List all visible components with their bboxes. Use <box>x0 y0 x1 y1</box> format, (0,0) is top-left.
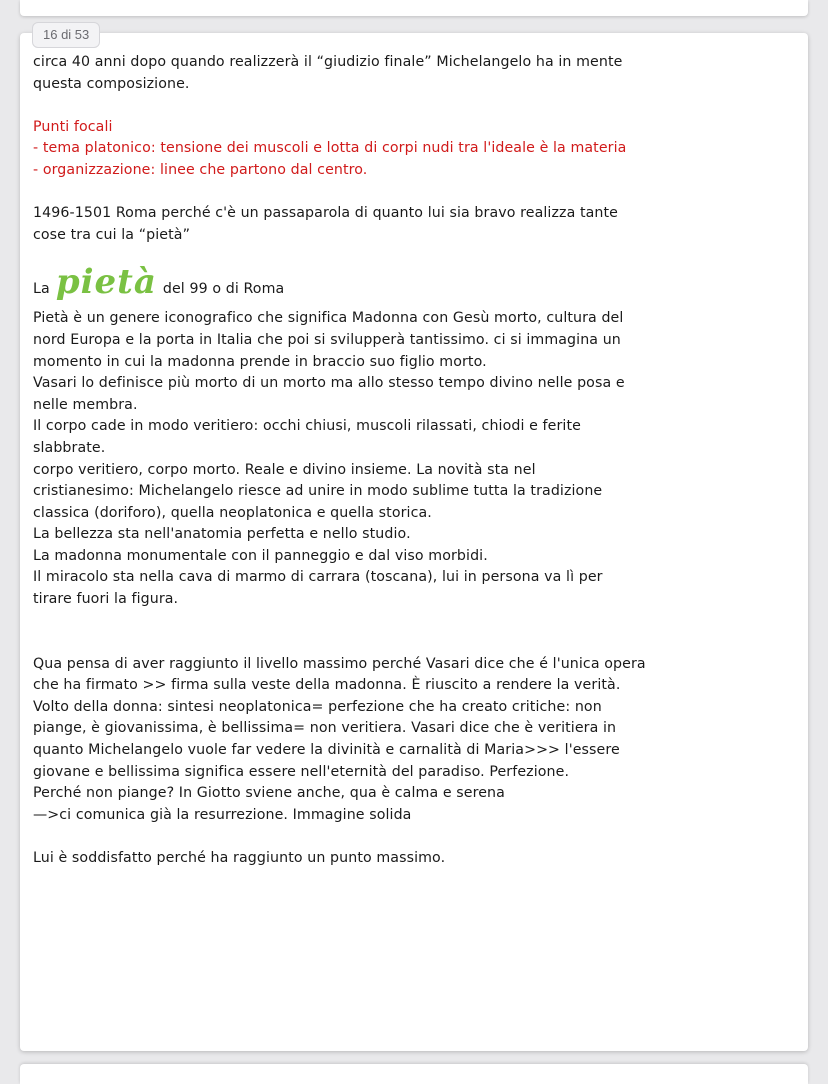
text-line: nord Europa e la porta in Italia che poi si svilupperà tantissimo. ci si immagina un <box>33 331 621 348</box>
spacer <box>33 826 783 848</box>
text-line: momento in cui la madonna prende in braccio suo figlio morto. <box>33 353 487 370</box>
text-line: slabbrate. <box>33 439 106 456</box>
text-line: cristianesimo: Michelangelo riesce ad unire in modo sublime tutta la tradizione <box>33 483 603 500</box>
signature-paragraph <box>33 654 783 827</box>
intro-line-2: questa composizione. <box>33 75 190 92</box>
rome-line-1: 1496-1501 Roma perché c'è un passaparola di quanto lui sia bravo realizza tante <box>33 205 619 222</box>
text-line: Qua pensa di aver raggiunto il livello massimo perché Vasari dice che é l'unica opera <box>33 655 646 672</box>
spacer <box>33 95 783 117</box>
page-content <box>33 52 783 870</box>
pieta-paragraph <box>33 308 783 610</box>
section-title <box>33 252 783 304</box>
text-line: Perché non piange? In Giotto sviene anche, qua è calma e serena <box>33 785 505 802</box>
text-line: La madonna monumentale con il panneggio e dal viso morbidi. <box>33 547 488 564</box>
rome-line-2: cose tra cui la “pietà” <box>33 226 191 243</box>
text-line: Il corpo cade in modo veritiero: occhi chiusi, muscoli rilassati, chiodi e ferite <box>33 418 581 435</box>
section-title-script-word: pietà <box>55 262 157 303</box>
text-line: —>ci comunica già la resurrezione. Immagine solida <box>33 806 412 823</box>
text-line: La bellezza sta nell'anatomia perfetta e nello studio. <box>33 526 411 543</box>
section-title-suffix: del 99 o di Roma <box>162 280 285 297</box>
spacer <box>33 182 783 204</box>
text-line: tirare fuori la figura. <box>33 591 179 608</box>
spacer <box>33 611 783 654</box>
text-line: corpo veritiero, corpo morto. Reale e divino insieme. La novità sta nel <box>33 461 536 478</box>
intro-line-1: circa 40 anni dopo quando realizzerà il “giudizio finale” Michelangelo ha in mente <box>33 54 623 70</box>
text-line: Il miracolo sta nella cava di marmo di carrara (toscana), lui in persona va lì per <box>33 569 603 586</box>
next-page-edge <box>20 1064 808 1084</box>
text-line: Volto della donna: sintesi neoplatonica= perfezione che ha creato critiche: non <box>33 698 602 715</box>
section-title-prefix: La <box>33 280 50 297</box>
text-line: piange, è giovanissima, è bellissima= non veritiera. Vasari dice che è veritiera in <box>33 720 617 737</box>
text-line: Vasari lo definisce più morto di un morto ma allo stesso tempo divino nelle posa e <box>33 375 625 392</box>
text-line: che ha firmato >> firma sulla veste della madonna. È riuscito a rendere la verità. <box>33 677 621 694</box>
text-line: giovane e bellissima significa essere nell'eternità del paradiso. Perfezione. <box>33 763 570 780</box>
page-indicator: 16 di 53 <box>32 22 100 48</box>
text-line: classica (doriforo), quella neoplatonica e quella storica. <box>33 504 432 521</box>
text-line: Pietà è un genere iconografico che significa Madonna con Gesù morto, cultura del <box>33 310 624 327</box>
focal-point-item: - organizzazione: linee che partono dal centro. <box>33 161 368 178</box>
text-line: quanto Michelangelo vuole far vedere la divinità e carnalità di Maria>>> l'essere <box>33 742 620 759</box>
focal-points-block <box>33 117 783 182</box>
focal-point-item: - tema platonico: tensione dei muscoli e lotta di corpi nudi tra l'ideale è la materia <box>33 140 627 157</box>
closing-line: Lui è soddisfatto perché ha raggiunto un punto massimo. <box>33 850 446 866</box>
focal-points-heading: Punti focali <box>33 118 113 135</box>
previous-page-edge <box>20 0 808 16</box>
text-line: nelle membra. <box>33 396 138 413</box>
